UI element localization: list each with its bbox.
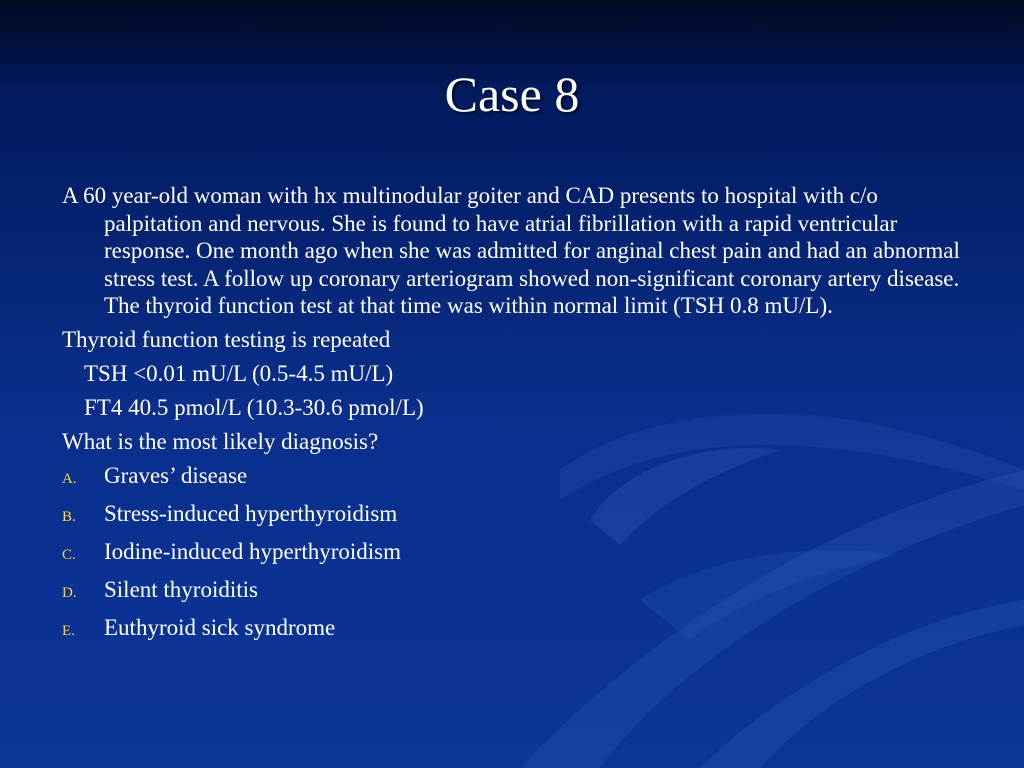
choice-a — [62, 462, 962, 494]
choice-e — [62, 614, 962, 646]
lab-result-ft4: FT4 40.5 pmol/L (10.3-30.6 pmol/L) — [84, 395, 424, 420]
lab-result-tsh: TSH <0.01 mU/L (0.5-4.5 mU/L) — [84, 361, 394, 386]
choice-b — [62, 500, 962, 532]
choice-c — [62, 538, 962, 570]
case-description: A 60 year-old woman with hx multinodular goiter and CAD presents to hospital with c/o palpitation and nervous. She is found to have atrial fibrillation with a rapid ventricular response. One month ago when she was admitted for anginal chest pain and had an abnormal stress test. A follow up coronary arteriogram showed non-significant coronary artery disease. The thyroid function test at that time was within normal limit (TSH 0.8 mU/L). — [62, 183, 960, 318]
choice-d — [62, 576, 962, 608]
choice-text: Graves’ disease — [104, 463, 248, 488]
diagnosis-question: What is the most likely diagnosis? — [62, 429, 379, 454]
slide-body — [62, 182, 962, 652]
choice-letter: D. — [62, 585, 77, 601]
choice-letter: C. — [62, 547, 76, 563]
repeat-testing-heading: Thyroid function testing is repeated — [62, 327, 391, 352]
choice-text: Silent thyroiditis — [104, 577, 258, 602]
choice-letter: A. — [62, 471, 77, 487]
choice-text: Stress-induced hyperthyroidism — [104, 501, 398, 526]
choice-text: Euthyroid sick syndrome — [104, 615, 336, 640]
choice-letter: E. — [62, 623, 75, 639]
choice-text: Iodine-induced hyperthyroidism — [104, 539, 402, 564]
slide-title: Case 8 — [444, 66, 580, 122]
choice-letter: B. — [62, 509, 76, 525]
